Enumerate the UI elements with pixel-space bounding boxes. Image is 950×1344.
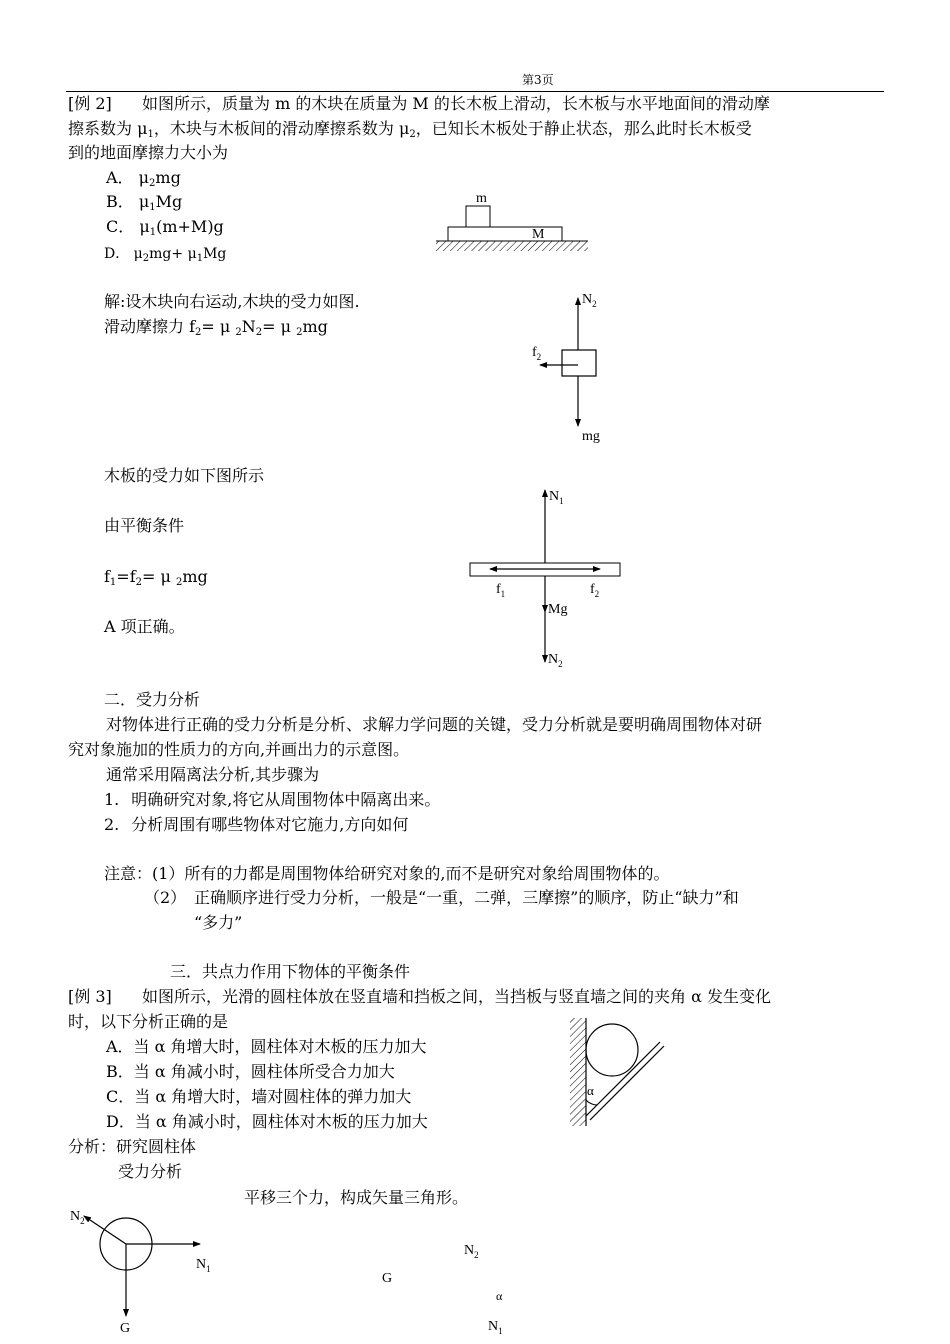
sol2-a: 滑动摩擦力 f [104,317,196,336]
force-N2-label: $N_2$ [548,652,563,669]
ex2-line2-a-sub: 1 [147,129,154,140]
opt-d-sub2: 1 [196,253,204,264]
ex2-line2-a: 擦系数为 μ [68,119,148,138]
eq-s2: 2 [135,577,142,588]
sol2-e: mg [302,317,328,336]
opt-b-pre: B． μ [106,192,150,211]
ex3-option-c: C．当 α 角增大时，墙对圆柱体的弹力加大 [106,1087,412,1106]
eq-s1: 1 [109,577,117,588]
figure-block-on-board [430,186,600,258]
opt-c-post: (m+M)g [156,217,224,236]
opt-a-sub: 2 [149,178,156,189]
solution-line1: 解:设木块向右运动,木块的受力如图. [104,292,360,311]
force-N1-label: $N_1$ [549,489,564,506]
opt-a-pre: A． μ [106,168,150,187]
step-2 [104,813,408,837]
step-1-text: 明确研究对象,将它从周围物体中隔离出来。 [131,790,441,809]
ex2-line2-b-sub: 2 [409,129,416,140]
opt-d-mid: mg+ μ [149,246,197,262]
sol2-b: = μ [201,317,236,336]
cyl-G-label: G [120,1321,131,1336]
eq-b: =f [116,567,136,586]
note-1: 注意：(1）所有的力都是周围物体给研究对象的,而不是研究对象给周围物体的。 [104,864,670,883]
ex2-line2-c: ，已知长木板处于静止状态，那么此时长木板受 [415,119,752,138]
figure-block-forces [520,284,620,444]
triangle-text: 平移三个力，构成矢量三角形。 [244,1188,469,1207]
eq-s3: 2 [175,577,183,588]
cyl-N2-label: $N_2$ [70,1209,85,1226]
angle-alpha-label: α [587,1083,594,1098]
force-N-label: $N_2$ [582,292,597,309]
tri-G-label: G [382,1271,393,1286]
sol2-d: = μ [262,317,297,336]
sol2-s1: 2 [195,327,202,338]
sol2-s3: 2 [255,327,263,338]
note-2-line1: 正确顺序进行受力分析，一般是“一重，二弹，三摩擦”的顺序，防止“缺力”和 [194,888,739,907]
note-2-line2: “多力” [194,913,243,932]
example2-text-line3: 到的地面摩擦力大小为 [68,143,229,162]
force-f-label: $f_2$ [532,345,542,362]
opt-c-sub: 1 [149,227,157,238]
section2-title: 二．受力分析 [104,690,201,709]
opt-d-post: Mg [203,246,227,262]
section2-para1-line2: 究对象施加的性质力的方向,并画出力的示意图。 [68,740,410,759]
ex3-option-d: D．当 α 角减小时，圆柱体对木板的压力加大 [106,1112,428,1131]
conclusion-text: A 项正确。 [104,617,185,636]
ex2-option-c [106,215,224,245]
tri-alpha-label: α [496,1289,503,1303]
example2-tag: [例 2] [68,94,112,113]
board-forces-text: 木板的受力如下图所示 [104,466,265,485]
figure-cylinder-wall [566,1012,676,1130]
sol2-s2: 2 [235,327,242,338]
note-2-num: （2） [144,888,187,907]
example3-text-line2: 时，以下分析正确的是 [68,1012,229,1031]
eq-d: mg [182,567,208,586]
opt-a-post: mg [155,168,181,187]
force-mg-label: mg [582,429,600,444]
example3-text-line1: 如图所示，光滑的圆柱体放在竖直墙和挡板之间，当挡板与竖直墙之间的夹角 α 发生变化 [142,987,771,1006]
opt-c-pre: C． μ [106,217,150,236]
step-1-num: 1. [104,790,120,809]
cyl-N1-label: $N_1$ [196,1257,211,1274]
example2-text-line1: 如图所示，质量为 m 的木块在质量为 M 的长木板上滑动，长木板与水平地面间的滑动摩 [142,94,770,113]
tri-N2-label: $N_2$ [464,1243,479,1260]
opt-b-sub: 1 [149,202,156,213]
force-f1-label: $f_1$ [496,582,506,599]
figure-board-forces [466,480,626,672]
opt-b-post: Mg [155,192,183,211]
figure-cylinder-forces [64,1200,234,1344]
section3-title: 三．共点力作用下物体的平衡条件 [170,962,411,981]
ex2-line2-b: ，木块与木板间的滑动摩擦系数为 μ [153,119,410,138]
page-number: 第3页 [522,73,554,87]
sol2-c: N [241,317,256,336]
sol2-s4: 2 [296,327,303,338]
label-M: M [532,227,545,242]
step-1 [104,788,440,812]
label-m: m [476,191,487,206]
figure-vector-triangle [370,1236,530,1344]
ex2-option-d [104,242,226,271]
analysis-text: 分析：研究圆柱体 [68,1137,197,1156]
step-2-num: 2. [104,815,120,834]
ex3-option-a: A．当 α 角增大时，圆柱体对木板的压力加大 [106,1037,427,1056]
section2-para2: 通常采用隔离法分析,其步骤为 [106,765,320,784]
force-analysis-text: 受力分析 [118,1162,183,1181]
force-Mg-label: Mg [548,602,568,617]
example3-tag: [例 3] [68,987,112,1006]
ex3-option-b: B．当 α 角减小时，圆柱体所受合力加大 [106,1062,395,1081]
balance-equation [104,565,208,595]
eq-a: f [104,567,110,586]
eq-c: = μ [142,567,176,586]
section2-para1-line1: 对物体进行正确的受力分析是分析、求解力学问题的关键，受力分析就是要明确周围物体对研 [106,715,763,734]
force-f2-label: $f_2$ [590,582,600,599]
tri-N1-label: $N_1$ [488,1319,503,1336]
opt-d-pre: D． μ [104,246,143,262]
solution-line2 [104,315,328,345]
opt-d-sub: 2 [142,253,150,264]
step-2-text: 分析周围有哪些物体对它施力,方向如何 [131,815,409,834]
balance-condition-text: 由平衡条件 [104,516,185,535]
